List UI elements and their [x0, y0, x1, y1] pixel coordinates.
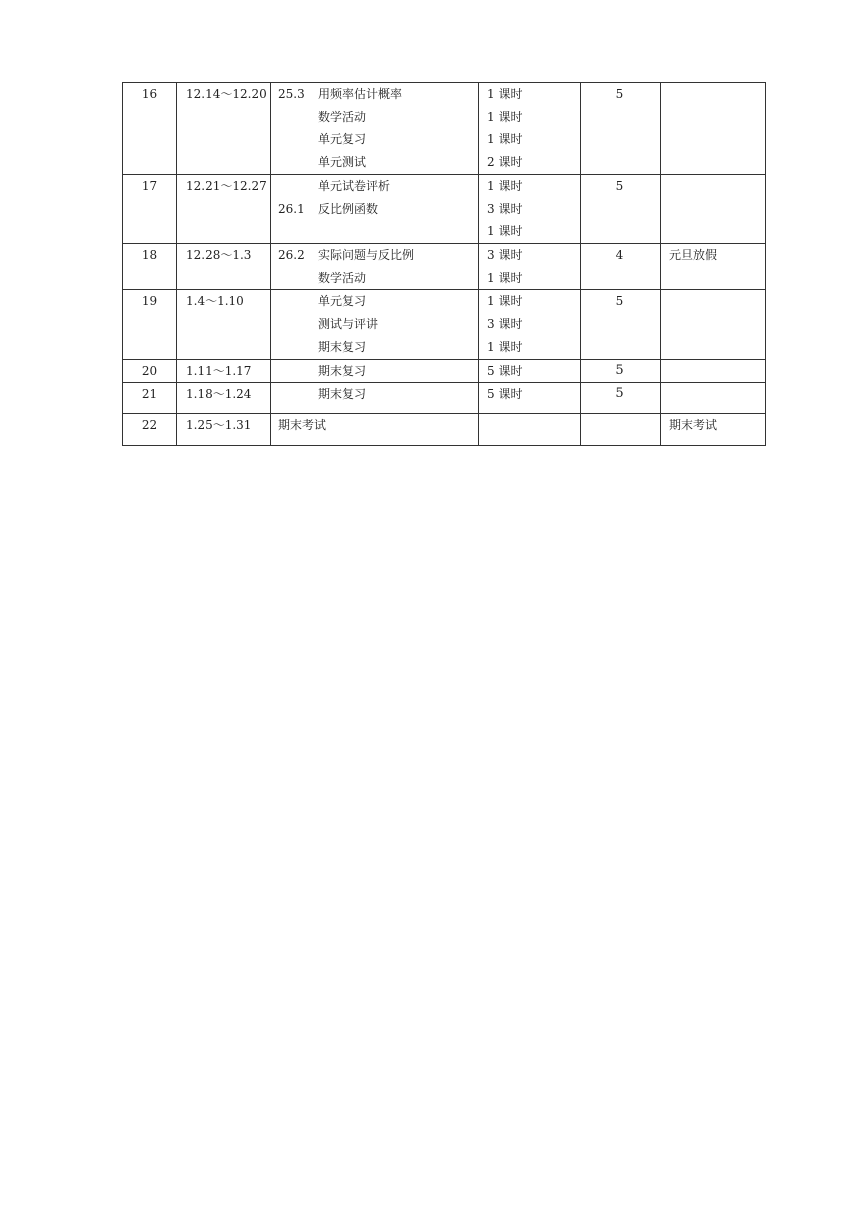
hours-line: 3 课时	[487, 201, 523, 216]
date-range-cell	[177, 83, 271, 175]
topic-text: 反比例函数	[318, 201, 379, 216]
content-line: 期末复习	[318, 363, 367, 378]
table-row	[123, 414, 766, 446]
hours-line: 2 课时	[487, 155, 523, 170]
note-text	[661, 383, 765, 406]
date-range: 12.28～1.3	[186, 248, 252, 263]
content-cell	[271, 83, 479, 175]
total-hours: 5	[615, 362, 624, 378]
date-range: 1.11～1.17	[186, 363, 252, 378]
total-cell	[581, 414, 661, 446]
week-cell	[123, 83, 177, 175]
note-text	[661, 175, 765, 198]
content-cell	[271, 175, 479, 244]
total-cell	[581, 290, 661, 359]
topic-text: 实际问题与反比例	[318, 248, 415, 263]
content-cell	[271, 290, 479, 359]
note-cell	[661, 383, 766, 414]
hours-cell	[479, 359, 581, 383]
hours-cell	[479, 414, 581, 446]
hours-cell	[479, 244, 581, 290]
total-cell	[581, 359, 661, 383]
week-number: 19	[141, 294, 158, 309]
hours-line: 1 课时	[487, 109, 523, 124]
content-line: 单元复习	[318, 132, 367, 147]
hours-cell	[479, 83, 581, 175]
content-line: 单元复习	[318, 294, 367, 309]
date-range: 1.4～1.10	[186, 294, 244, 309]
hours-line: 1 课时	[487, 339, 523, 354]
content-line	[271, 220, 478, 243]
note-text	[661, 290, 765, 313]
week-cell	[123, 383, 177, 414]
total-cell	[581, 83, 661, 175]
table-row	[123, 359, 766, 383]
week-cell	[123, 414, 177, 446]
content-line	[271, 83, 478, 106]
content-line: 单元试卷评析	[318, 179, 391, 193]
hours-line: 3 课时	[487, 248, 523, 263]
content-line: 数学活动	[318, 109, 367, 124]
hours-cell	[479, 383, 581, 414]
note-cell	[661, 414, 766, 446]
content-line: 测试与评讲	[318, 317, 379, 332]
date-range-cell	[177, 359, 271, 383]
hours-line: 1 课时	[487, 294, 523, 309]
section-number: 25.3	[278, 87, 305, 101]
date-range-cell	[177, 414, 271, 446]
hours-line: 5 课时	[487, 387, 523, 402]
date-range: 1.18～1.24	[186, 387, 252, 402]
content-line	[271, 244, 478, 267]
total-cell	[581, 383, 661, 414]
note-cell	[661, 83, 766, 175]
date-range: 12.21～12.27	[186, 179, 267, 193]
content-line: 期末复习	[318, 339, 367, 354]
hours-line: 3 课时	[487, 317, 523, 332]
total-hours	[581, 414, 660, 436]
week-number: 20	[141, 363, 158, 378]
content-cell	[271, 383, 479, 414]
week-number: 22	[141, 418, 158, 433]
week-cell	[123, 244, 177, 290]
topic-text: 用频率估计概率	[318, 87, 403, 101]
total-hours: 5	[615, 294, 624, 309]
date-range-cell	[177, 383, 271, 414]
note-cell	[661, 244, 766, 290]
date-range-cell	[177, 290, 271, 359]
note-text: 期末考试	[669, 418, 718, 433]
hours-line: 1 课时	[487, 179, 523, 193]
table-row	[123, 244, 766, 290]
content-line	[271, 198, 478, 221]
week-number: 21	[141, 387, 158, 402]
hours-line: 1 课时	[487, 270, 523, 285]
total-hours: 5	[615, 179, 624, 193]
hours-line: 5 课时	[487, 363, 523, 378]
total-hours: 5	[615, 386, 624, 402]
content-line: 单元测试	[318, 155, 367, 170]
note-text	[661, 83, 765, 106]
note-cell	[661, 359, 766, 383]
total-cell	[581, 244, 661, 290]
date-range-cell	[177, 175, 271, 244]
date-range-cell	[177, 244, 271, 290]
hours-line: 1 课时	[487, 87, 523, 101]
section-number: 26.2	[278, 248, 305, 263]
total-hours: 4	[615, 248, 624, 263]
hours-cell	[479, 290, 581, 359]
content-cell	[271, 414, 479, 446]
note-text	[661, 360, 765, 383]
content-line: 期末考试	[278, 418, 327, 433]
note-text: 元旦放假	[669, 248, 718, 263]
table-row	[123, 383, 766, 414]
week-number: 17	[141, 179, 158, 193]
hours-cell	[479, 175, 581, 244]
date-range: 1.25～1.31	[186, 418, 252, 433]
note-cell	[661, 290, 766, 359]
week-cell	[123, 359, 177, 383]
total-hours: 5	[615, 87, 624, 101]
content-cell	[271, 244, 479, 290]
hours-line: 1 课时	[487, 132, 523, 147]
section-number: 26.1	[278, 201, 305, 216]
week-cell	[123, 290, 177, 359]
teaching-schedule-table	[122, 82, 766, 446]
date-range: 12.14～12.20	[186, 87, 267, 101]
note-cell	[661, 175, 766, 244]
total-cell	[581, 175, 661, 244]
content-cell	[271, 359, 479, 383]
table-row	[123, 290, 766, 359]
hours-line: 1 课时	[487, 224, 523, 239]
table-row	[123, 175, 766, 244]
week-number: 16	[141, 87, 158, 101]
content-line: 数学活动	[318, 270, 367, 285]
week-number: 18	[141, 248, 158, 263]
content-line: 期末复习	[318, 387, 367, 402]
table-row	[123, 83, 766, 175]
week-cell	[123, 175, 177, 244]
